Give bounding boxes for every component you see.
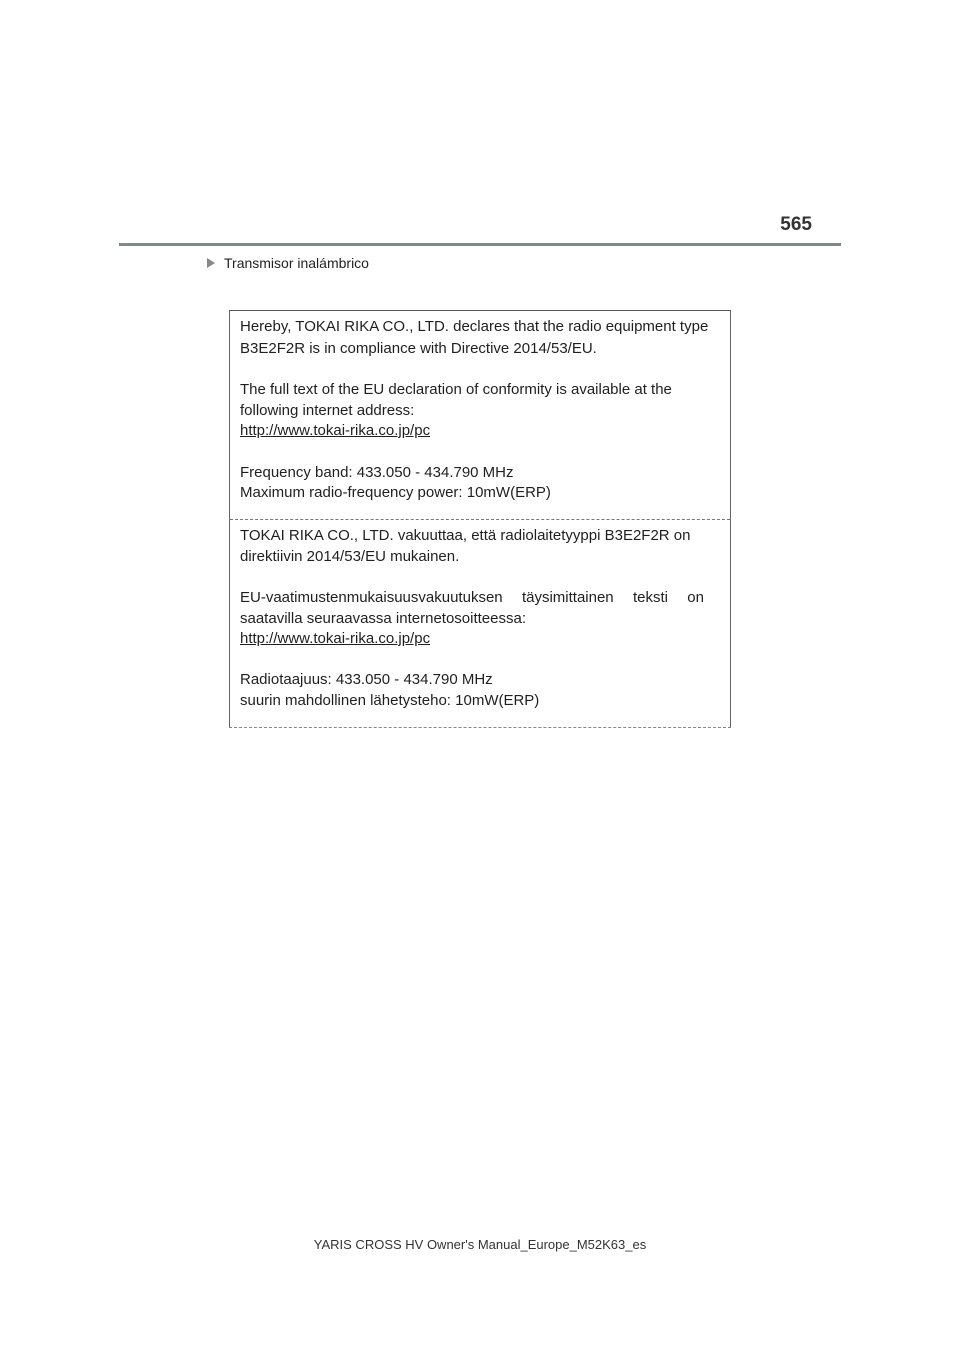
triangle-bullet-icon — [207, 258, 215, 268]
fi-power: suurin mahdollinen lähetysteho: 10mW(ERP) — [240, 692, 540, 709]
header-rule — [119, 243, 841, 246]
fi-url-link[interactable]: http://www.tokai-rika.co.jp/pc — [240, 630, 431, 647]
section-heading-text: Transmisor inalámbrico — [224, 255, 369, 271]
footer-manual-id: YARIS CROSS HV Owner's Manual_Europe_M52K63_es — [313, 1237, 647, 1252]
en-line-4: following internet address: — [240, 402, 415, 419]
en-line-2: B3E2F2R is in compliance with Directive 2014/53/EU. — [240, 340, 597, 357]
declaration-finnish — [230, 520, 730, 728]
fi-line-3 — [240, 588, 704, 608]
fi-line-3-word: EU-vaatimustenmukaisuusvakuutuksen — [240, 589, 503, 606]
en-line-3: The full text of the EU declaration of conformity is available at the — [240, 381, 672, 398]
en-frequency: Frequency band: 433.050 - 434.790 MHz — [240, 464, 514, 481]
fi-frequency: Radiotaajuus: 433.050 - 434.790 MHz — [240, 671, 493, 688]
section-heading — [207, 255, 369, 271]
en-power: Maximum radio-frequency power: 10mW(ERP) — [240, 484, 551, 501]
page-number: 565 — [780, 214, 812, 235]
fi-line-2: direktiivin 2014/53/EU mukainen. — [240, 548, 460, 565]
en-line-1: Hereby, TOKAI RIKA CO., LTD. declares that the radio equipment type — [240, 318, 709, 335]
fi-line-3-word: on — [687, 589, 704, 606]
en-url-link[interactable]: http://www.tokai-rika.co.jp/pc — [240, 422, 431, 439]
declaration-english — [230, 311, 730, 519]
declaration-box — [229, 310, 731, 728]
fi-line-3-word: teksti — [632, 589, 668, 606]
fi-line-1: TOKAI RIKA CO., LTD. vakuuttaa, että radiolaitetyyppi B3E2F2R on — [240, 527, 691, 544]
fi-line-3-word: täysimittainen — [521, 589, 614, 606]
fi-line-4: saatavilla seuraavassa internetosoitteessa: — [240, 610, 526, 627]
